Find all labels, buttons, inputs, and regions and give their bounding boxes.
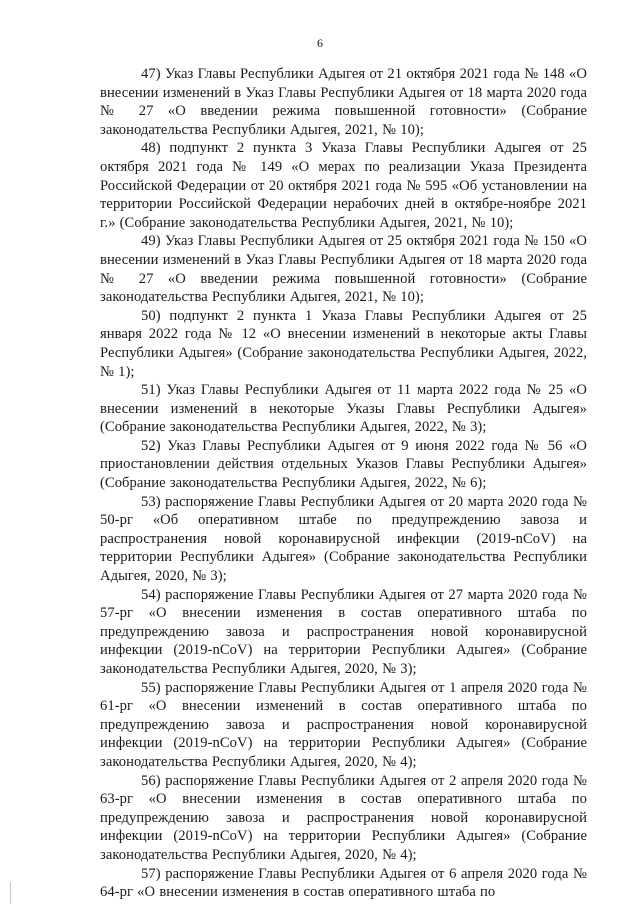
item-text: подпункт 2 пункта 1 Указа Главы Республики Адыгея от 25 января 2022 года № 12 «О внесении изменений в некоторые акты Главы Республики Адыгея» (Собрание законодательства Республики Адыгея, 2022, № 1);	[100, 307, 587, 380]
document-body	[100, 65, 587, 902]
item-text: подпункт 2 пункта 3 Указа Главы Республики Адыгея от 25 октября 2021 года № 149 «О мерах по реализации Указа Президента Российской Федерации от 20 октября 2021 года № 595 «Об установлении на территории Российской Федерации нерабочих дней в октябре-ноябре 2021 г.» (Собрание законодательства Республики Адыгея, 2021, № 10);	[100, 140, 587, 231]
list-item	[100, 437, 587, 493]
list-item	[100, 232, 587, 306]
scan-edge-mark	[10, 882, 11, 904]
item-number: 50)	[141, 307, 161, 324]
list-item	[100, 865, 587, 902]
item-number: 53)	[141, 493, 161, 510]
list-item	[100, 679, 587, 772]
item-text: Указ Главы Республики Адыгея от 9 июня 2022 года № 56 «О приостановлении действия отдельных Указов Главы Республики Адыгея» (Собрание законодательства Республики Адыгея, 2022, № 6);	[100, 437, 587, 492]
list-item	[100, 307, 587, 381]
item-number: 56)	[141, 772, 161, 789]
item-text: Указ Главы Республики Адыгея от 25 октября 2021 года № 150 «О внесении изменений в Указ Главы Республики Адыгея от 18 марта 2020 года № 27 «О введении режима повышенной готовности» (Собрание законодательства Республики Адыгея, 2021, № 10);	[100, 233, 587, 306]
item-number: 48)	[141, 140, 161, 157]
list-item	[100, 381, 587, 437]
list-item	[100, 493, 587, 586]
item-text: распоряжение Главы Республики Адыгея от 27 марта 2020 года № 57-рг «О внесении изменения в состав оперативного штаба по предупреждению завоза и распространения новой коронавирусной инфекции (2019-nCoV) на территории Республики Адыгея» (Собрание законодательства Республики Адыгея, 2020, № 3);	[100, 586, 588, 677]
item-number: 52)	[141, 437, 161, 454]
item-text: распоряжение Главы Республики Адыгея от 6 апреля 2020 года № 64-рг «О внесении изменения в состав оперативного штаба по	[100, 865, 587, 901]
list-item	[100, 586, 587, 679]
item-number: 47)	[141, 66, 161, 82]
list-item	[100, 772, 587, 865]
item-text: распоряжение Главы Республики Адыгея от 20 марта 2020 года № 50-рг «Об оперативном штабе по предупреждению завоза и распространения новой коронавирусной инфекции (2019-nCoV) на территории Республики Адыгея» (Собрание законодательства Республики Адыгея, 2020, № 3);	[100, 493, 588, 585]
item-text: Указ Главы Республики Адыгея от 11 марта 2022 года № 25 «О внесении изменений в некоторые Указы Главы Республики Адыгея» (Собрание законодательства Республики Адыгея, 2022, № 3);	[100, 382, 587, 436]
item-number: 49)	[141, 233, 161, 250]
item-text: распоряжение Главы Республики Адыгея от 1 апреля 2020 года № 61-рг «О внесении изменений в состав оперативного штаба по предупреждению завоза и распространения новой коронавирусной инфекции (2019-nCoV) на территории Республики Адыгея» (Собрание законодательства Республики Адыгея, 2020, № 4);	[100, 679, 587, 770]
item-text: Указ Главы Республики Адыгея от 21 октября 2021 года № 148 «О внесении изменений в Указ Главы Республики Адыгея от 18 марта 2020 года № 27 «О введении режима повышенной готовности» (Собрание законодательства Республики Адыгея, 2021, № 10);	[100, 66, 587, 138]
page-number: 6	[317, 36, 323, 50]
item-text: распоряжение Главы Республики Адыгея от 2 апреля 2020 года № 63-рг «О внесении изменения в состав оперативного штаба по предупреждению завоза и распространения новой коронавирусной инфекции (2019-nCoV) на территории Республики Адыгея» (Собрание законодательства Республики Адыгея, 2020, № 4);	[100, 772, 587, 863]
list-item	[100, 139, 587, 232]
item-number: 57)	[141, 865, 161, 882]
item-number: 51)	[141, 382, 161, 399]
item-number: 55)	[141, 679, 161, 696]
item-number: 54)	[141, 586, 161, 603]
list-item	[100, 65, 587, 139]
